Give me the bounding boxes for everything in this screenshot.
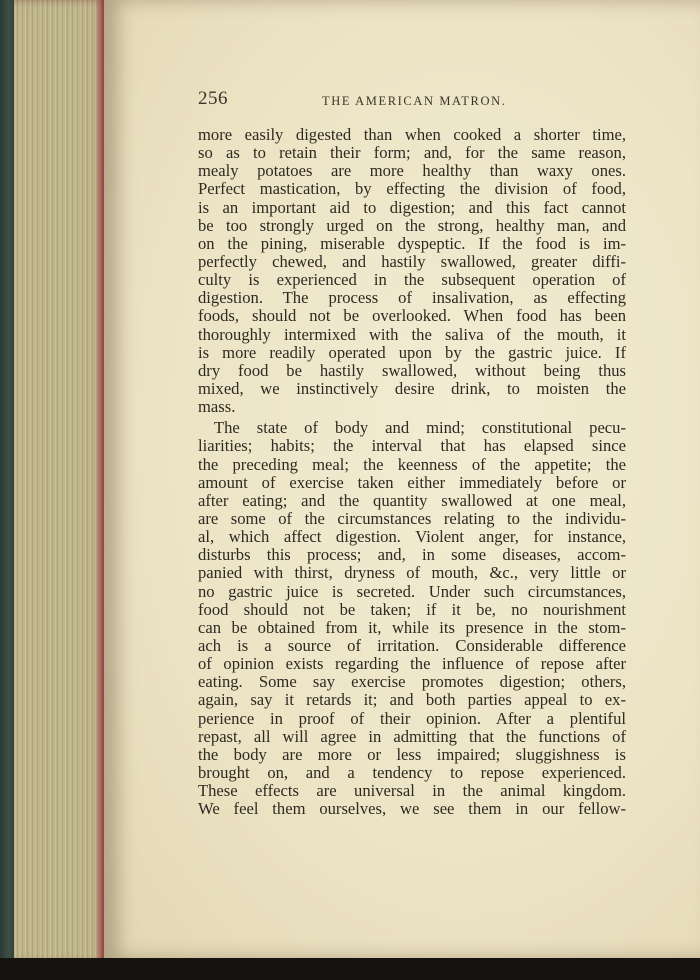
text-line: disturbs this process; and, in some diseases, accom- — [198, 545, 626, 565]
text-line: is more readily operated upon by the gastric juice. If — [198, 342, 626, 362]
text-line: digestion. The process of insalivation, as effecting — [198, 288, 626, 308]
page-edges — [14, 0, 109, 962]
running-head — [198, 88, 598, 112]
text-line: perfectly chewed, and hastily swallowed, greater diffi- — [198, 251, 626, 271]
text-line: thoroughly intermixed with the saliva of the mouth, it — [198, 324, 626, 344]
text-line: mixed, we instinctively desire drink, to moisten the — [198, 378, 626, 398]
text-line: after eating; and the quantity swallowed at one meal, — [198, 490, 626, 510]
text-line: of opinion exists regarding the influence of repose after — [198, 654, 626, 674]
text-line: is an important aid to digestion; and this fact cannot — [198, 197, 626, 217]
text-line: so as to retain their form; and, for the same reason, — [198, 143, 626, 163]
text-line: Perfect mastication, by effecting the division of food, — [198, 179, 626, 199]
text-line: We feel them ourselves, we see them in our fellow- — [198, 799, 626, 819]
running-head-title: THE AMERICAN MATRON. — [322, 94, 507, 108]
page-number: 256 — [198, 88, 228, 109]
text-line: amount of exercise taken either immediately before or — [198, 472, 626, 492]
bottom-shadow — [0, 958, 700, 980]
text-line: perience in proof of their opinion. After a plentiful — [198, 708, 626, 728]
text-line: brought on, and a tendency to repose experienced. — [198, 762, 626, 782]
text-line: repast, all will agree in admitting that the functions of — [198, 726, 626, 746]
text-line: liarities; habits; the interval that has elapsed since — [198, 436, 626, 456]
text-line: eating. Some say exercise promotes digestion; others, — [198, 672, 626, 692]
text-line: mass. — [198, 397, 236, 417]
text-line: more easily digested than when cooked a shorter time, — [198, 125, 626, 144]
text-line: foods, should not be overlooked. When food has been — [198, 306, 626, 326]
text-line: again, say it retards it; and both parties appeal to ex- — [198, 690, 626, 710]
text-line: al, which affect digestion. Violent anger, for instance, — [198, 527, 626, 547]
text-line: mealy potatoes are more healthy than waxy ones. — [198, 161, 626, 181]
text-line: be too strongly urged on the strong, healthy man, and — [198, 215, 626, 235]
body-text — [198, 126, 626, 818]
text-line: dry food be hastily swallowed, without being thus — [198, 360, 626, 380]
text-line: the body are more or less impaired; sluggishness is — [198, 744, 626, 764]
text-line: The state of body and mind; constitutional pecu- — [214, 418, 626, 438]
text-line: These effects are universal in the animal kingdom. — [198, 781, 626, 801]
text-line: no gastric juice is secreted. Under such circumstances, — [198, 581, 626, 601]
text-line: food should not be taken; if it be, no nourishment — [198, 599, 626, 619]
book-page — [104, 0, 700, 958]
text-line: panied with thirst, dryness of mouth, &c., very little or — [198, 563, 626, 583]
text-line: are some of the circumstances relating to the individu- — [198, 508, 626, 528]
text-line: on the pining, miserable dyspeptic. If the food is im- — [198, 233, 626, 253]
text-line: ach is a source of irritation. Considerable difference — [198, 635, 626, 655]
text-line: can be obtained from it, while its presence in the stom- — [198, 617, 626, 637]
text-line: the preceding meal; the keenness of the appetite; the — [198, 454, 626, 474]
text-line: culty is experienced in the subsequent operation of — [198, 270, 626, 290]
